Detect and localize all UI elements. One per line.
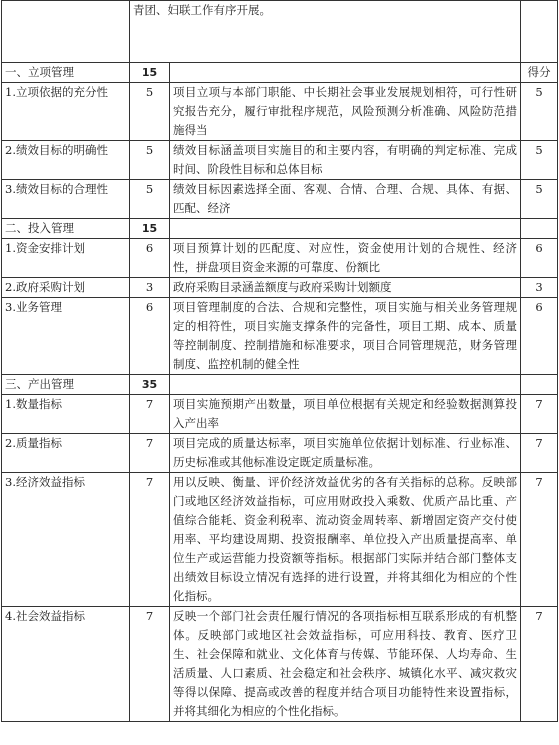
section-title: 三、产出管理 <box>2 375 130 395</box>
table-row <box>2 434 558 473</box>
indicator-name: 2.质量指标 <box>2 434 130 473</box>
indicator-score: 3 <box>521 278 558 298</box>
indicator-weight: 5 <box>130 141 170 180</box>
score-column-header: 得分 <box>521 63 558 83</box>
continuation-text: 青团、妇联工作有序开展。 <box>130 1 521 63</box>
table-row <box>2 298 558 375</box>
section-description-cell <box>170 63 521 83</box>
table-row <box>2 607 558 722</box>
indicator-weight: 7 <box>130 473 170 607</box>
indicator-name: 3.业务管理 <box>2 298 130 375</box>
indicator-name: 3.绩效目标的合理性 <box>2 180 130 219</box>
indicator-name: 1.资金安排计划 <box>2 239 130 278</box>
indicator-score: 7 <box>521 395 558 434</box>
section-row-input-management <box>2 219 558 239</box>
section-score-cell <box>521 375 558 395</box>
indicator-score: 5 <box>521 141 558 180</box>
indicator-weight: 5 <box>130 180 170 219</box>
table-row <box>2 83 558 141</box>
indicator-name: 3.经济效益指标 <box>2 473 130 607</box>
indicator-score: 6 <box>521 298 558 375</box>
table-row <box>2 278 558 298</box>
section-weight: 15 <box>130 219 170 239</box>
table-row <box>2 473 558 607</box>
section-weight: 15 <box>130 63 170 83</box>
section-title: 一、立项管理 <box>2 63 130 83</box>
indicator-description: 项目预算计划的匹配度、对应性，资金使用计划的合规性、经济性，拼盘项目资金来源的可靠度、份额比 <box>170 239 521 278</box>
indicator-description: 项目实施预期产出数量，项目单位根据有关规定和经验数据测算投入产出率 <box>170 395 521 434</box>
indicator-name: 1.数量指标 <box>2 395 130 434</box>
indicator-weight: 6 <box>130 239 170 278</box>
indicator-score: 7 <box>521 434 558 473</box>
indicator-score: 7 <box>521 607 558 722</box>
indicator-description: 绩效目标涵盖项目实施目的和主要内容，有明确的判定标准、完成时间、阶段性目标和总体目标 <box>170 141 521 180</box>
indicator-name: 4.社会效益指标 <box>2 607 130 722</box>
section-row-project-setup <box>2 63 558 83</box>
continuation-row <box>2 1 558 63</box>
indicator-name: 1.立项依据的充分性 <box>2 83 130 141</box>
section-description-cell <box>170 219 521 239</box>
indicator-description: 用以反映、衡量、评价经济效益优劣的各有关指标的总称。反映部门或地区经济效益指标，可应用财政投入乘数、优质产品比重、产值综合能耗、资金利税率、流动资金周转率、新增固定资产交付使用率、平均建设周期、投资报酬率、单位投入产出质量提高率、单位生产或运营能力投资额等指标。根据部门实际并结合部门整体支出绩效目标设立情况有选择的进行设置，并将其细化为相应的个性化指标。 <box>170 473 521 607</box>
indicator-score: 7 <box>521 473 558 607</box>
indicator-description: 项目管理制度的合法、合规和完整性，项目实施与相关业务管理规定的相符性，项目实施支撑条件的完备性，项目工期、成本、质量等控制制度、控制措施和标准要求，项目合同管理规范，财务管理制度、监控机制的健全性 <box>170 298 521 375</box>
section-description-cell <box>170 375 521 395</box>
table-row <box>2 141 558 180</box>
table-row <box>2 239 558 278</box>
indicator-weight: 7 <box>130 607 170 722</box>
indicator-name: 2.政府采购计划 <box>2 278 130 298</box>
indicator-description: 绩效目标因素选择全面、客观、合情、合理、合规、具体、有据、匹配、经济 <box>170 180 521 219</box>
indicator-weight: 3 <box>130 278 170 298</box>
table-row <box>2 180 558 219</box>
table-row <box>2 395 558 434</box>
section-score-cell <box>521 219 558 239</box>
performance-score-table <box>1 0 558 722</box>
indicator-weight: 7 <box>130 434 170 473</box>
indicator-weight: 5 <box>130 83 170 141</box>
indicator-weight: 6 <box>130 298 170 375</box>
score-cell <box>521 1 558 63</box>
indicator-description: 反映一个部门社会责任履行情况的各项指标相互联系形成的有机整体。反映部门或地区社会效益指标，可应用科技、教育、医疗卫生、社会保障和就业、文化体育与传媒、节能环保、人均寿命、生活质量、人口素质、社会稳定和社会秩序、城镇化水平、减灾救灾等得以保障、提高或改善的程度并结合项目功能特性来设置指标，并将其细化为相应的个性化指标。 <box>170 607 521 722</box>
indicator-score: 5 <box>521 180 558 219</box>
indicator-score: 5 <box>521 83 558 141</box>
indicator-name: 2.绩效目标的明确性 <box>2 141 130 180</box>
section-row-output-management <box>2 375 558 395</box>
section-weight: 35 <box>130 375 170 395</box>
indicator-weight: 7 <box>130 395 170 434</box>
indicator-score: 6 <box>521 239 558 278</box>
indicator-description: 政府采购目录涵盖额度与政府采购计划额度 <box>170 278 521 298</box>
indicator-description: 项目完成的质量达标率，项目实施单位依据计划标准、行业标准、历史标准或其他标准设定既定质量标准。 <box>170 434 521 473</box>
indicator-description: 项目立项与本部门职能、中长期社会事业发展规划相符，可行性研究报告充分，履行审批程序规范，风险预测分析准确、风险防范措施得当 <box>170 83 521 141</box>
section-title: 二、投入管理 <box>2 219 130 239</box>
item-cell <box>2 1 130 63</box>
